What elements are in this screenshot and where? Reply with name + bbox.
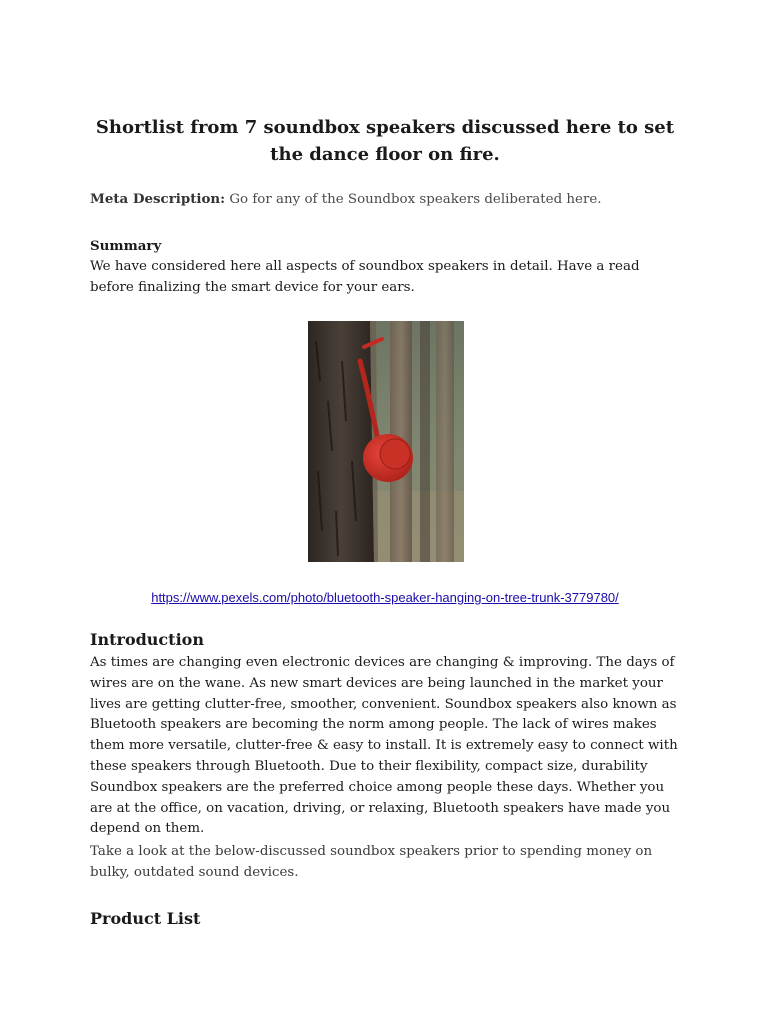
- photo-source-link[interactable]: https://www.pexels.com/photo/bluetooth-speaker-hanging-on-tree-trunk-3779780/: [151, 590, 619, 605]
- introduction-text: As times are changing even electronic devices are changing & improving. The days of wires are on the wane. As new smart devices are being launched in the market your lives are getting clutter-free, smoother, convenient. Soundbox speakers also known as Bluetooth speakers are becoming the norm among people. The lack of wires makes them more versatile, clutter-free & easy to install. It is extremely easy to connect with these speakers through Bluetooth. Due to their flexibility, compact size, durability Soundbox speakers are the preferred choice among people these days. Whether you are at the office, on vacation, driving, or relaxing, Bluetooth speakers have made you depend on them.: [90, 655, 678, 837]
- meta-description: [90, 189, 680, 210]
- meta-description-label: Meta Description:: [90, 191, 226, 207]
- summary-heading: Summary: [90, 238, 162, 254]
- product-list-heading: Product List: [90, 909, 201, 928]
- meta-description-text: Go for any of the Soundbox speakers deliberated here.: [225, 192, 602, 207]
- page-title: Shortlist from 7 soundbox speakers discussed here to set the dance floor on fire.: [95, 117, 675, 165]
- introduction-heading: Introduction: [90, 630, 204, 649]
- summary-text: We have considered here all aspects of soundbox speakers in detail. Have a read before finalizing the smart device for your ears.: [90, 259, 640, 295]
- speaker-photo: [308, 321, 464, 562]
- outro-text: Take a look at the below-discussed soundbox speakers prior to spending money on bulky, outdated sound devices.: [90, 844, 653, 880]
